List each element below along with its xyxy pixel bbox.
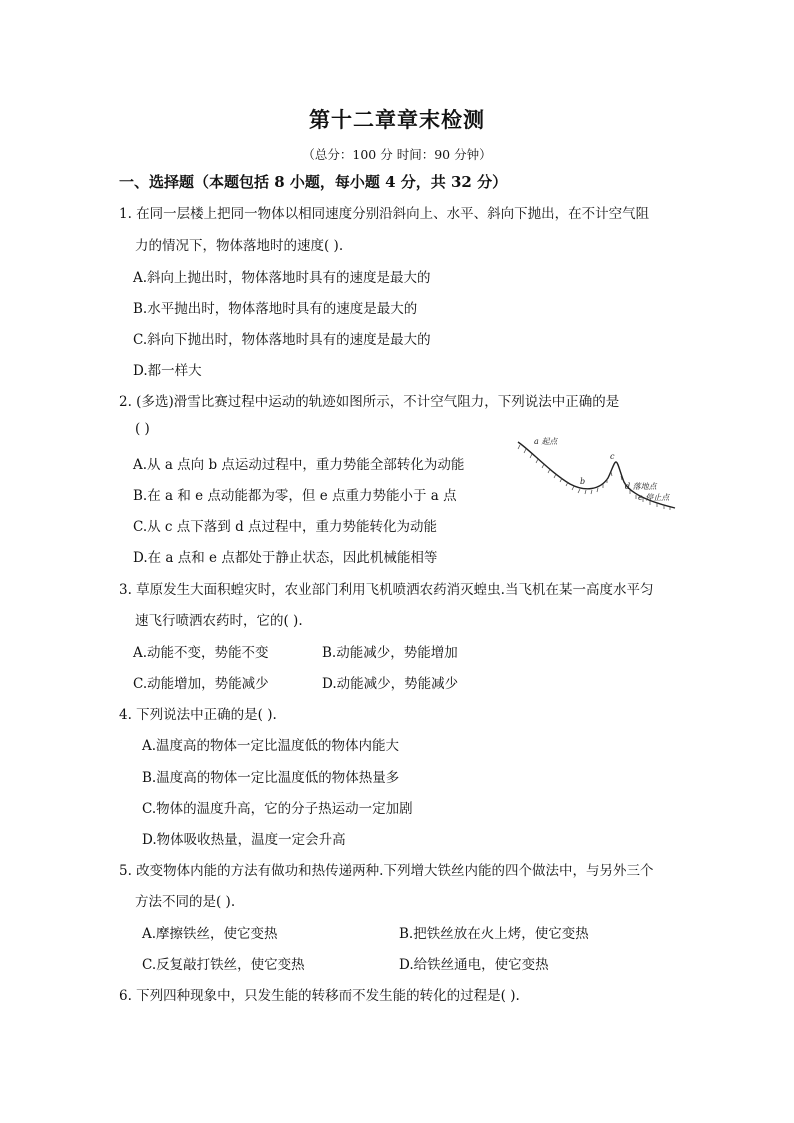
label-a: a 起点 — [534, 437, 558, 446]
question-6-stem: 6. 下列四种现象中，只发生能的转移而不发生能的转化的过程是( ). — [119, 988, 520, 1004]
question-2-option-a: A.从 a 点向 b 点运动过程中，重力势能全部转化为动能 — [133, 457, 465, 473]
question-3-option-b: B.动能减少，势能增加 — [322, 645, 458, 661]
question-1-option-c: C.斜向下抛出时，物体落地时具有的速度是最大的 — [133, 332, 431, 348]
section-heading: 一、选择题（本题包括 8 小题，每小题 4 分，共 32 分） — [119, 173, 508, 191]
question-2-option-d: D.在 a 点和 e 点都处于静止状态，因此机械能相等 — [133, 550, 438, 566]
label-d: d 落地点 — [625, 482, 657, 491]
question-3-option-d: D.动能减少，势能减少 — [322, 676, 459, 692]
question-1-option-a: A.斜向上抛出时，物体落地时具有的速度是最大的 — [133, 270, 431, 286]
question-3-option-c: C.动能增加，势能减少 — [133, 676, 269, 692]
question-1-option-d: D.都一样大 — [133, 363, 202, 379]
question-1-stem-cont: 力的情况下，物体落地时的速度( ). — [135, 238, 344, 254]
question-1-option-b: B.水平抛出时，物体落地时具有的速度是最大的 — [133, 301, 418, 317]
question-2-option-b: B.在 a 和 e 点动能都为零，但 e 点重力势能小于 a 点 — [133, 488, 457, 504]
label-e: e 停止点 — [638, 493, 670, 502]
question-3-option-a: A.动能不变，势能不变 — [133, 645, 269, 661]
label-b: b — [580, 477, 586, 486]
question-5-option-b: B.把铁丝放在火上烤，使它变热 — [399, 926, 589, 942]
question-3-stem-cont: 速飞行喷洒农药时，它的( ). — [135, 613, 303, 629]
question-2-stem-cont: ( ) — [135, 421, 150, 437]
question-2-stem: 2. (多选)滑雪比赛过程中运动的轨迹如图所示，不计空气阻力，下列说法中正确的是 — [119, 394, 620, 410]
question-5-stem: 5. 改变物体内能的方法有做功和热传递两种.下列增大铁丝内能的四个做法中，与另外三个 — [119, 863, 654, 879]
page-title: 第十二章章末检测 — [309, 107, 485, 132]
question-3-stem: 3. 草原发生大面积蝗灾时，农业部门利用飞机喷洒农药消灭蝗虫.当飞机在某一高度水平匀 — [119, 582, 654, 598]
question-4-option-a: A.温度高的物体一定比温度低的物体内能大 — [142, 738, 400, 754]
exam-info: （总分：100 分 时间：90 分钟） — [302, 147, 492, 162]
question-5-option-c: C.反复敲打铁丝，使它变热 — [142, 957, 305, 973]
question-5-stem-cont: 方法不同的是( ). — [135, 894, 236, 910]
label-c: c — [610, 452, 615, 461]
question-4-option-c: C.物体的温度升高，它的分子热运动一定加剧 — [142, 801, 413, 817]
question-4-option-d: D.物体吸收热量，温度一定会升高 — [142, 832, 346, 848]
question-1-stem: 1. 在同一层楼上把同一物体以相同速度分别沿斜向上、水平、斜向下抛出，在不计空气阻 — [119, 206, 650, 222]
question-4-option-b: B.温度高的物体一定比温度低的物体热量多 — [142, 770, 400, 786]
question-5-option-a: A.摩擦铁丝，使它变热 — [142, 926, 278, 942]
ski-track-diagram — [510, 432, 680, 510]
question-5-option-d: D.给铁丝通电，使它变热 — [399, 957, 549, 973]
question-2-option-c: C.从 c 点下落到 d 点过程中，重力势能转化为动能 — [133, 519, 438, 535]
question-4-stem: 4. 下列说法中正确的是( ). — [119, 707, 277, 723]
